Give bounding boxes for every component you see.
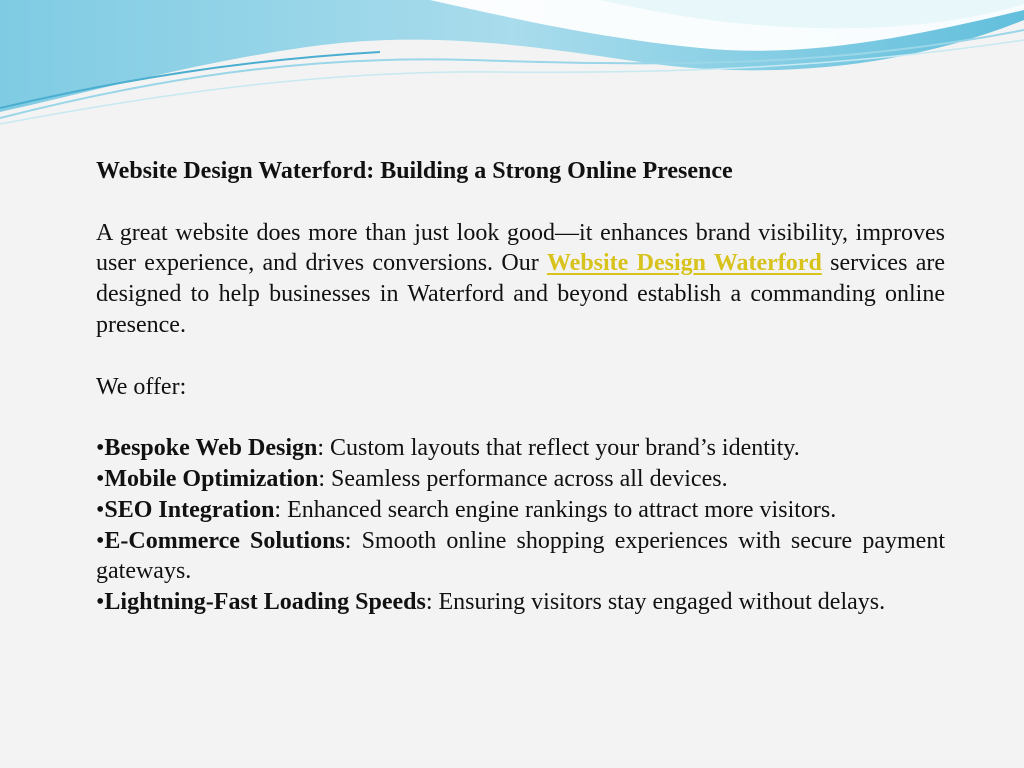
service-name: Mobile Optimization [104, 465, 319, 492]
bullet: • [96, 465, 105, 492]
service-description: : Custom layouts that reflect your brand’s identity. [317, 435, 800, 462]
bullet: • [96, 589, 105, 616]
service-name: E-Commerce Solutions [104, 527, 345, 554]
main-content [96, 156, 945, 618]
page-title: Website Design Waterford: Building a Strong Online Presence [96, 158, 733, 184]
service-description: : Ensuring visitors stay engaged without delays. [425, 589, 886, 616]
website-design-waterford-link[interactable]: Website Design Waterford [547, 250, 822, 277]
service-description: : Smooth online shopping experiences with secure payment gateways. [96, 527, 945, 585]
service-description: : Enhanced search engine rankings to attract more visitors. [274, 496, 837, 523]
service-item-bespoke-web-design [96, 433, 945, 464]
service-item-mobile-optimization [96, 464, 945, 495]
services-list [96, 433, 945, 618]
intro-paragraph [96, 218, 945, 341]
header-wave-decoration [0, 0, 1024, 140]
bullet: • [96, 496, 105, 523]
service-description: : Seamless performance across all devices. [318, 465, 728, 492]
service-item-lightning-fast-loading-speeds [96, 587, 945, 618]
service-name: SEO Integration [104, 496, 275, 523]
bullet: • [96, 435, 105, 462]
service-name: Lightning-Fast Loading Speeds [104, 589, 426, 616]
intro-text-after-link: services are designed to help businesses in Waterford and beyond establish a commanding online presence. [96, 250, 946, 338]
service-item-seo-integration [96, 495, 945, 526]
offer-heading: We offer: [96, 373, 187, 400]
service-name: Bespoke Web Design [104, 435, 318, 462]
service-item-e-commerce-solutions [96, 526, 945, 588]
intro-text-before-link: A great website does more than just look good—it enhances brand visibility, improves user experience, and drives conversions. Our [96, 219, 945, 277]
bullet: • [96, 527, 105, 554]
